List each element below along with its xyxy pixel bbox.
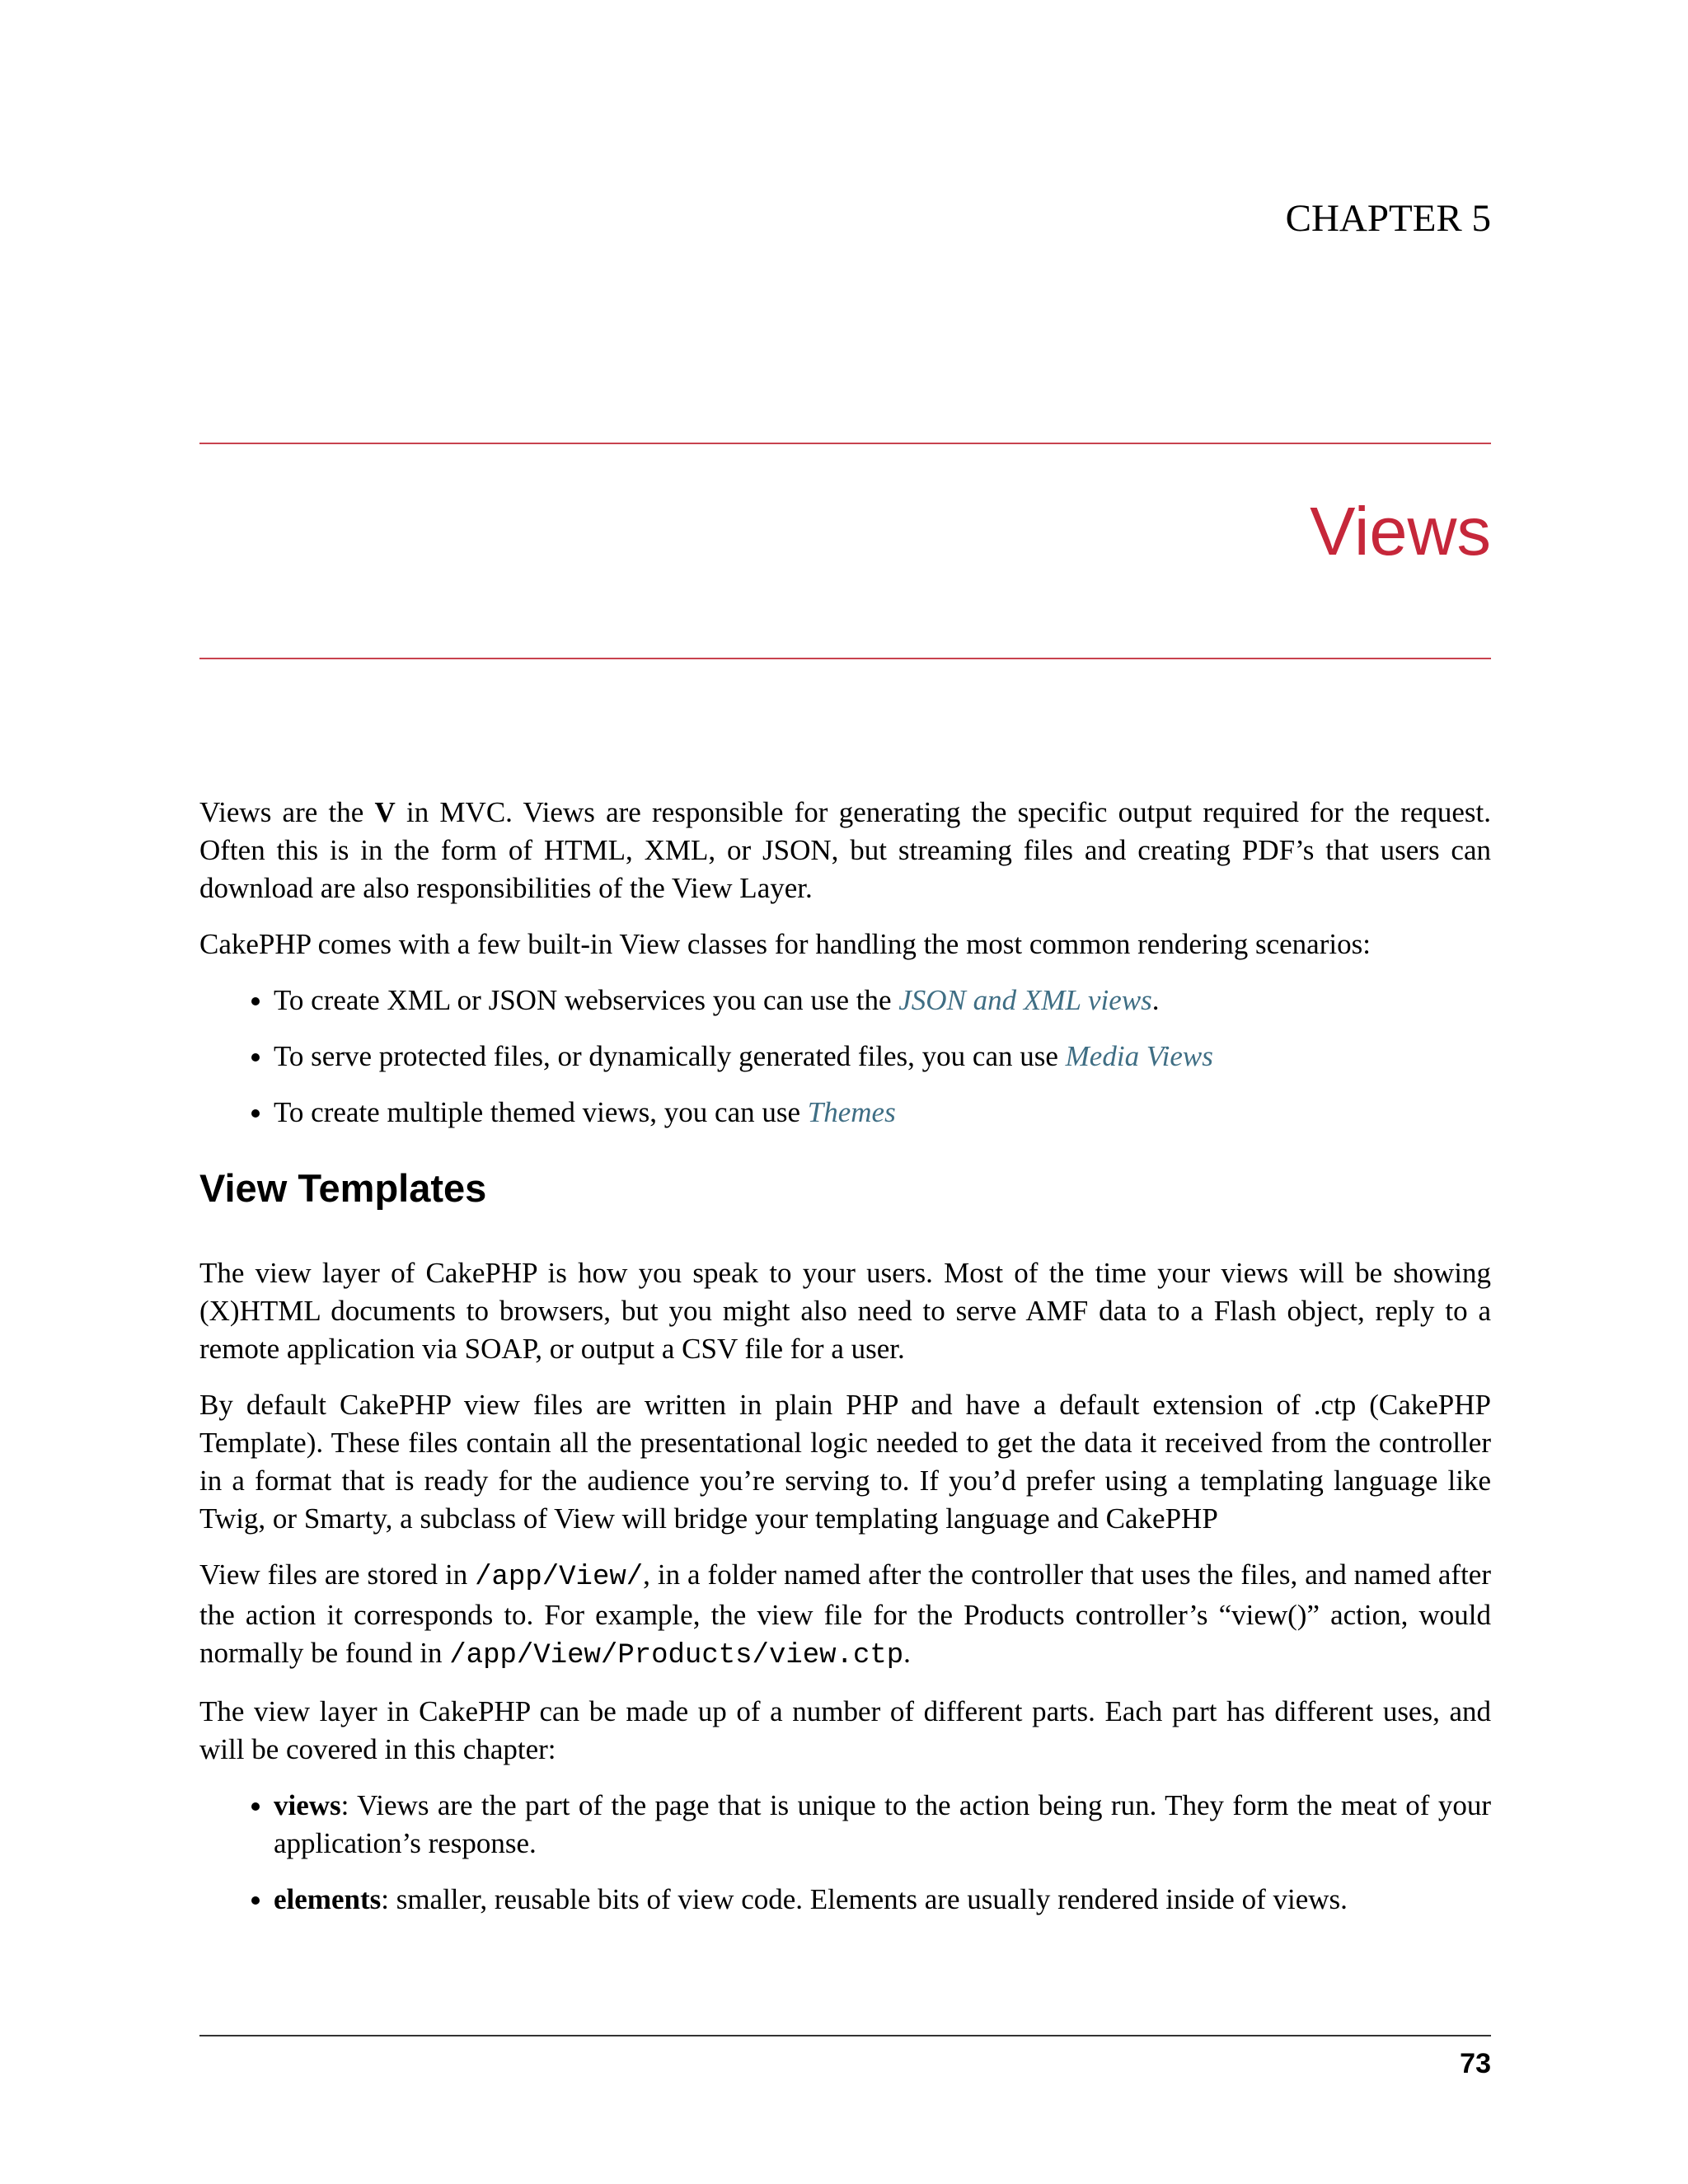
page-content (199, 794, 1491, 1937)
title-rule-bottom (199, 658, 1491, 659)
chapter-label: CHAPTER 5 (1285, 197, 1491, 240)
list-item: • elements: smaller, reusable bits of view code. Elements are usually rendered inside of views. (274, 1881, 1491, 1919)
chapter-title: Views (1310, 493, 1491, 569)
list-item: • views: Views are the part of the page that is unique to the action being run. They form the meat of your application’s response. (274, 1787, 1491, 1863)
mvc-v-bold: V (374, 796, 396, 828)
list-item: • To create multiple themed views, you can use Themes (274, 1094, 1491, 1132)
view-parts-list (199, 1787, 1491, 1919)
link-themes[interactable]: Themes (807, 1096, 896, 1128)
view-classes-list (199, 982, 1491, 1132)
title-rule-top (199, 443, 1491, 444)
list-item: • To create XML or JSON webservices you can use the JSON and XML views. (274, 982, 1491, 1019)
list-item: • To serve protected files, or dynamically generated files, you can use Media Views (274, 1038, 1491, 1076)
section-heading-view-templates: View Templates (199, 1166, 487, 1210)
section-paragraph-3: View files are stored in /app/View/, in a folder named after the controller that uses the files, and named after the action it corresponds to. For example, the view file for the Products controller’s “view()” action, would normally be found in /app/View/Products/view.ctp. (199, 1558, 1491, 1671)
link-json-xml-views[interactable]: JSON and XML views (898, 984, 1152, 1016)
section-paragraph-1: The view layer of CakePHP is how you speak to your users. Most of the time your views will be showing (X)HTML documents to browsers, but you might also need to serve AMF data to a Flash object, reply to a remote application via SOAP, or output a CSV file for a user. (199, 1257, 1491, 1365)
intro-paragraph-2: CakePHP comes with a few built-in View classes for handling the most common rendering scenarios: (199, 928, 1371, 960)
footer-rule (199, 2035, 1491, 2036)
path-app-view: /app/View/ (475, 1562, 644, 1593)
page-number: 73 (1460, 2048, 1491, 2079)
path-products-view: /app/View/Products/view.ctp (449, 1640, 904, 1671)
link-media-views[interactable]: Media Views (1065, 1040, 1213, 1072)
section-paragraph-4: The view layer in CakePHP can be made up of a number of different parts. Each part has different uses, and will be covered in this chapter: (199, 1695, 1491, 1765)
section-paragraph-2: By default CakePHP view files are written in plain PHP and have a default extension of .ctp (CakePHP Template). These files contain all the presentational logic needed to get the data it received from the controller in a format that is ready for the audience you’re serving to. If you’d prefer using a templating language like Twig, or Smarty, a subclass of View will bridge your templating language and CakePHP (199, 1389, 1491, 1535)
intro-paragraph-1: Views are the V in MVC. Views are responsible for generating the specific output required for the request. Often this is in the form of HTML, XML, or JSON, but streaming files and creating PDF’s that users can download are also responsibilities of the View Layer. (199, 796, 1491, 904)
